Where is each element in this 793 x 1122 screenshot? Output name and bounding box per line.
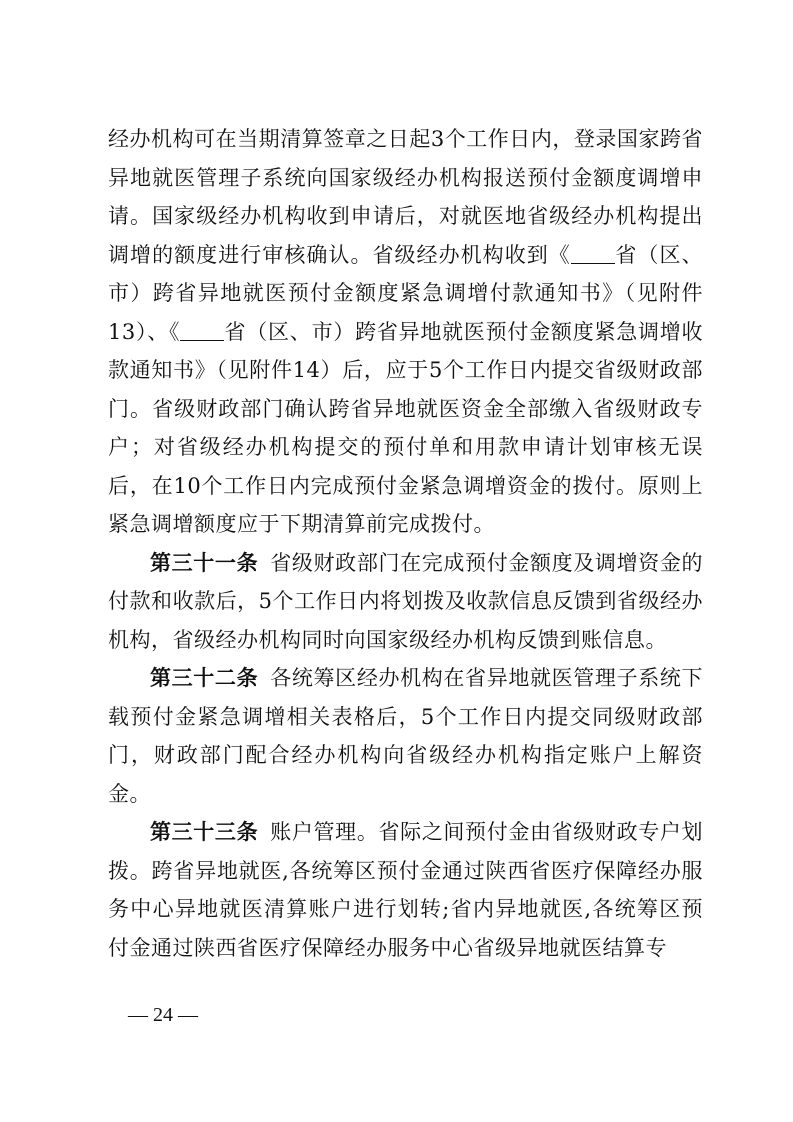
article-title: 第三十二条 [150,665,259,690]
article-body: 各统筹区经办机构在省异地就医管理子系统下载预付金紧急调增相关表格后，5个工作日内提交同级财政部门，财政部门配合经办机构向省级经办机构指定账户上解资金。 [108,666,704,806]
paragraph-segment: 经办机构可在当期清算签章之日起3个工作日内，登录国家跨省异地就医管理子系统向国家级经办机构报送预付金额度调增申请。国家级经办机构收到申请后，对就医地省级经办机构提出调增的额度进行审核确认。省级经办机构收到《 [108,127,703,267]
page-number: — 24 — [128,1004,198,1026]
paragraph-continuation [108,120,703,544]
paragraph-segment: 省（区、市）跨省异地就医预付金额度紧急调增付款通知书》（见附件13）、《 [108,242,704,344]
article-title: 第三十一条 [150,549,259,575]
body-text [108,120,703,967]
article-33 [108,813,703,967]
article-31 [108,544,703,660]
article-32 [108,659,703,813]
article-body: 账户管理。省际之间预付金由省级财政专户划拨。跨省异地就医,各统筹区预付金通过陕西省医疗保障经办服务中心异地就医清算账户进行划转;省内异地就医,各统筹区预付金通过陕西省医疗保障经办服务中心省级异地就医结算专 [108,820,704,960]
article-title: 第三十三条 [150,819,259,844]
paragraph-segment: 省（区、市）跨省异地就医预付金额度紧急调增收款通知书》（见附件14）后，应于5个工作日内提交省级财政部门。省级财政部门确认跨省异地就医资金全部缴入省级财政专户；对省级经办机构提交的预付单和用款申请计划审核无误后，在10个工作日内完成预付金紧急调增资金的拨付。原则上紧急调增额度应于下期清算前完成拨付。 [108,319,703,536]
article-body: 省级财政部门在完成预付金额度及调增资金的付款和收款后，5个工作日内将划拨及收款信息反馈到省级经办机构，省级经办机构同时向国家级经办机构反馈到账信息。 [108,550,704,652]
fill-blank [180,319,224,341]
fill-blank [571,242,615,264]
